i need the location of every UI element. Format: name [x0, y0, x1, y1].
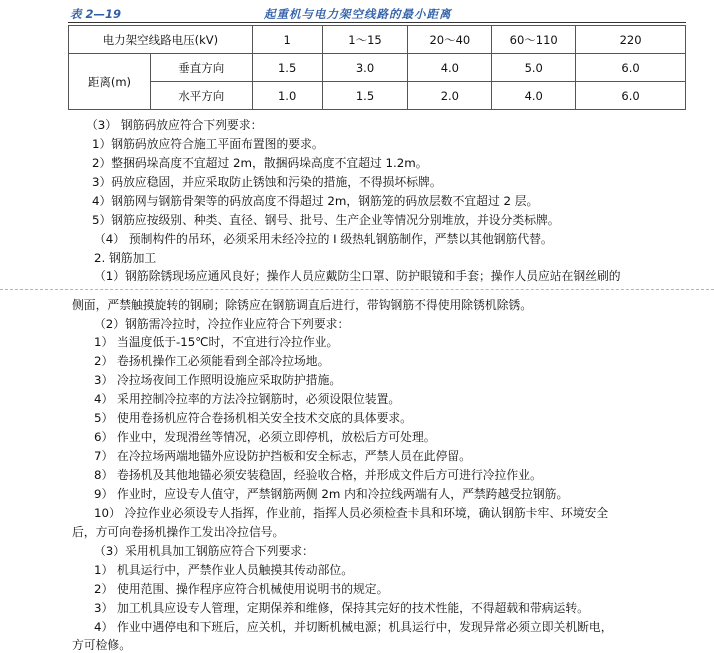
paragraph-line: （1）钢筋除锈现场应通风良好；操作人员应戴防尘口罩、防护眼镜和手套；操作人员应站在钢丝刷的 — [94, 269, 621, 283]
value-cell: 4.0 — [408, 54, 492, 82]
paragraph-line: 侧面，严禁触摸旋转的钢刷；除锈应在钢筋调直后进行，带钩钢筋不得使用除锈机除锈。 — [72, 298, 533, 312]
voltage-cell: 60～110 — [492, 26, 576, 54]
list-item: 8） 卷扬机及其他地锚必须安装稳固，经验收合格，并形成文件后方可进行冷拉作业。 — [94, 468, 542, 482]
value-cell: 5.0 — [492, 54, 576, 82]
list-item: 5）钢筋应按级别、种类、直径、钢号、批号、生产企业等情况分别堆放，并设分类标牌。 — [92, 213, 560, 227]
list-item: 10） 冷拉作业必须设专人指挥，作业前，指挥人员必须检查卡具和环境，确认钢筋卡牢、环境安全 — [94, 506, 609, 520]
value-cell: 1.5 — [322, 82, 408, 110]
table-caption — [64, 4, 684, 22]
list-item: 1） 当温度低于-15℃时，不宜进行冷拉作业。 — [94, 335, 339, 349]
list-item: 1）钢筋码放应符合施工平面布置图的要求。 — [92, 137, 324, 151]
value-cell: 3.0 — [322, 54, 408, 82]
list-item: 4）钢筋网与钢筋骨架等的码放高度不得超过 2m，钢筋笼的码放层数不宜超过 2 层。 — [92, 194, 539, 208]
table-title: 起重机与电力架空线路的最小距离 — [264, 7, 452, 21]
page-break-divider — [0, 289, 714, 290]
list-item: 9） 作业时，应设专人值守，严禁钢筋两侧 2m 内和冷拉线两端有人，严禁跨越受拉钢筋。 — [94, 487, 569, 501]
voltage-cell: 1～15 — [322, 26, 408, 54]
list-item: 3）码放应稳固，并应采取防止锈蚀和污染的措施，不得损坏标牌。 — [92, 175, 442, 189]
voltage-cell: 1 — [252, 26, 322, 54]
list-item: 1） 机具运行中，严禁作业人员触摸其传动部位。 — [94, 563, 353, 577]
table-number: 表 2—19 — [70, 7, 122, 21]
value-cell: 6.0 — [576, 54, 686, 82]
voltage-label-cell: 电力架空线路电压(kV) — [69, 26, 253, 54]
section-heading: （4） 预制构件的吊环，必须采用未经冷拉的 I 级热轧钢筋制作，严禁以其他钢筋代替。 — [94, 232, 553, 246]
value-cell: 1.0 — [252, 82, 322, 110]
table-row — [69, 82, 686, 110]
paragraph-line: 方可检修。 — [72, 638, 131, 652]
table-header-row — [69, 26, 686, 54]
list-item: 5） 使用卷扬机应符合卷扬机相关安全技术交底的具体要求。 — [94, 411, 412, 425]
list-item: 3） 冷拉场夜间工作照明设施应采取防护措施。 — [94, 373, 342, 387]
list-item: 7） 在冷拉场两端地锚外应设防护挡板和安全标志，严禁人员在此停留。 — [94, 449, 471, 463]
value-cell: 6.0 — [576, 82, 686, 110]
list-item: 4） 作业中遇停电和下班后，应关机，并切断机械电源；机具运行中，发现异常必须立即关机断电， — [94, 620, 613, 634]
section-heading: （3）采用机具加工钢筋应符合下列要求： — [94, 544, 314, 558]
distance-table — [68, 25, 686, 110]
list-item: 2）整捆码垛高度不宜超过 2m，散捆码垛高度不宜超过 1.2m。 — [92, 156, 428, 170]
value-cell: 2.0 — [408, 82, 492, 110]
direction-cell: 垂直方向 — [150, 54, 252, 82]
section-heading: （3） 钢筋码放应符合下列要求： — [86, 118, 263, 132]
value-cell: 1.5 — [252, 54, 322, 82]
list-item: 3） 加工机具应设专人管理，定期保养和维修，保持其完好的技术性能，不得超载和带病运转。 — [94, 601, 589, 615]
value-cell: 4.0 — [492, 82, 576, 110]
paragraph-line: 后，方可向卷扬机操作工发出冷拉信号。 — [72, 525, 285, 539]
section-heading: 2. 钢筋加工 — [94, 251, 157, 265]
voltage-cell: 220 — [576, 26, 686, 54]
list-item: 6） 作业中，发现滑丝等情况，必须立即停机，放松后方可处理。 — [94, 430, 436, 444]
caption-rule — [68, 22, 686, 23]
list-item: 4） 采用控制冷拉率的方法冷拉钢筋时，必须设限位装置。 — [94, 392, 401, 406]
section-heading: （2）钢筋需冷拉时，冷拉作业应符合下列要求： — [94, 317, 350, 331]
list-item: 2） 使用范围、操作程序应符合机械使用说明书的规定。 — [94, 582, 389, 596]
voltage-cell: 20～40 — [408, 26, 492, 54]
table-row — [69, 54, 686, 82]
direction-cell: 水平方向 — [150, 82, 252, 110]
distance-label-cell: 距离(m) — [69, 54, 151, 110]
list-item: 2） 卷扬机操作工必须能看到全部冷拉场地。 — [94, 354, 330, 368]
